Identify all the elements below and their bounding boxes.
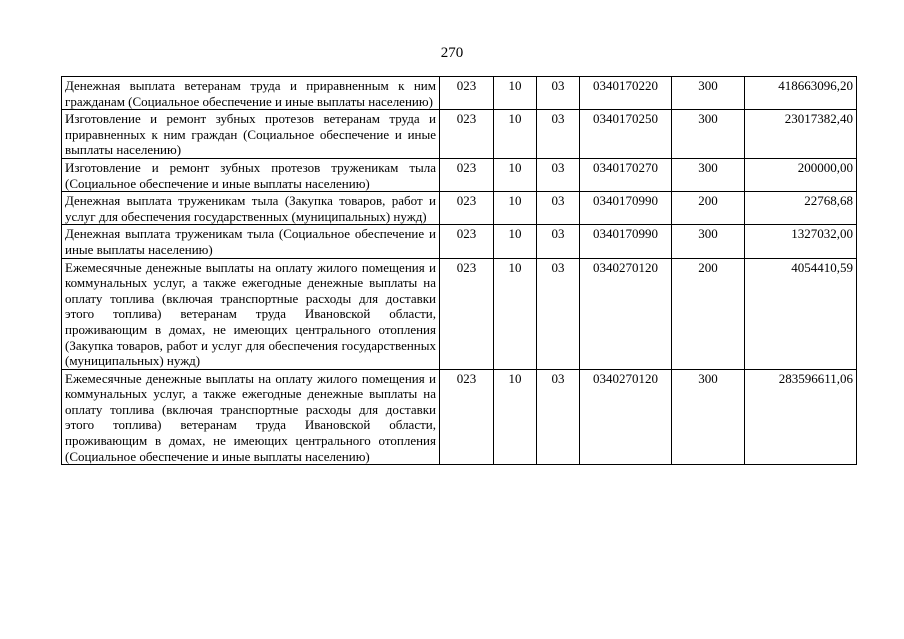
row-expense-type: 300 xyxy=(672,158,745,191)
row-subsection-code: 03 xyxy=(537,225,580,258)
row-target-code: 0340270120 xyxy=(580,369,672,465)
row-amount: 22768,68 xyxy=(745,192,857,225)
row-expense-type: 300 xyxy=(672,225,745,258)
row-ministry-code: 023 xyxy=(440,77,494,110)
row-expense-type: 300 xyxy=(672,369,745,465)
row-target-code: 0340270120 xyxy=(580,258,672,369)
row-section-code: 10 xyxy=(494,158,537,191)
row-amount: 23017382,40 xyxy=(745,110,857,159)
row-subsection-code: 03 xyxy=(537,110,580,159)
row-expense-type: 300 xyxy=(672,77,745,110)
row-amount: 4054410,59 xyxy=(745,258,857,369)
row-subsection-code: 03 xyxy=(537,77,580,110)
row-target-code: 0340170270 xyxy=(580,158,672,191)
row-ministry-code: 023 xyxy=(440,110,494,159)
row-description: Денежная выплата ветеранам труда и приравненным к ним гражданам (Социальное обеспечение и иные выплаты населению) xyxy=(62,77,440,110)
page-number: 270 xyxy=(440,45,464,61)
table-row xyxy=(62,258,857,369)
row-amount: 1327032,00 xyxy=(745,225,857,258)
row-target-code: 0340170220 xyxy=(580,77,672,110)
table-row xyxy=(62,110,857,159)
row-amount: 200000,00 xyxy=(745,158,857,191)
row-expense-type: 200 xyxy=(672,192,745,225)
row-section-code: 10 xyxy=(494,225,537,258)
row-section-code: 10 xyxy=(494,77,537,110)
row-subsection-code: 03 xyxy=(537,192,580,225)
row-amount: 418663096,20 xyxy=(745,77,857,110)
table-row xyxy=(62,158,857,191)
row-subsection-code: 03 xyxy=(537,158,580,191)
row-section-code: 10 xyxy=(494,110,537,159)
row-expense-type: 300 xyxy=(672,110,745,159)
row-ministry-code: 023 xyxy=(440,158,494,191)
row-target-code: 0340170990 xyxy=(580,225,672,258)
row-ministry-code: 023 xyxy=(440,225,494,258)
row-target-code: 0340170990 xyxy=(580,192,672,225)
budget-table xyxy=(61,76,857,465)
row-ministry-code: 023 xyxy=(440,258,494,369)
table-row xyxy=(62,369,857,465)
row-ministry-code: 023 xyxy=(440,369,494,465)
row-section-code: 10 xyxy=(494,369,537,465)
row-subsection-code: 03 xyxy=(537,258,580,369)
row-description: Изготовление и ремонт зубных протезов труженикам тыла (Социальное обеспечение и иные выплаты населению) xyxy=(62,158,440,191)
row-target-code: 0340170250 xyxy=(580,110,672,159)
row-description: Денежная выплата труженикам тыла (Социальное обеспечение и иные выплаты населению) xyxy=(62,225,440,258)
row-subsection-code: 03 xyxy=(537,369,580,465)
row-description: Изготовление и ремонт зубных протезов ветеранам труда и приравненных к ним граждан (Социальное обеспечение и иные выплаты населению) xyxy=(62,110,440,159)
row-section-code: 10 xyxy=(494,192,537,225)
table-row xyxy=(62,225,857,258)
row-amount: 283596611,06 xyxy=(745,369,857,465)
row-description: Ежемесячные денежные выплаты на оплату жилого помещения и коммунальных услуг, а также ежегодные денежные выплаты на оплату топлива (включая транспортные расходы для доставки этого топлива) ветеранам труда Ивановской области, проживающим в домах, не имеющих центрального отопления (Социальное обеспечение и иные выплаты населению) xyxy=(62,369,440,465)
row-description: Ежемесячные денежные выплаты на оплату жилого помещения и коммунальных услуг, а также ежегодные денежные выплаты на оплату топлива (включая транспортные расходы для доставки этого топлива) ветеранам труда Ивановской области, проживающим в домах, не имеющих центрального отопления (Закупка товаров, работ и услуг для обеспечения государственных (муниципальных) нужд) xyxy=(62,258,440,369)
table-row xyxy=(62,77,857,110)
row-description: Денежная выплата труженикам тыла (Закупка товаров, работ и услуг для обеспечения государственных (муниципальных) нужд) xyxy=(62,192,440,225)
row-ministry-code: 023 xyxy=(440,192,494,225)
row-expense-type: 200 xyxy=(672,258,745,369)
row-section-code: 10 xyxy=(494,258,537,369)
table-row xyxy=(62,192,857,225)
